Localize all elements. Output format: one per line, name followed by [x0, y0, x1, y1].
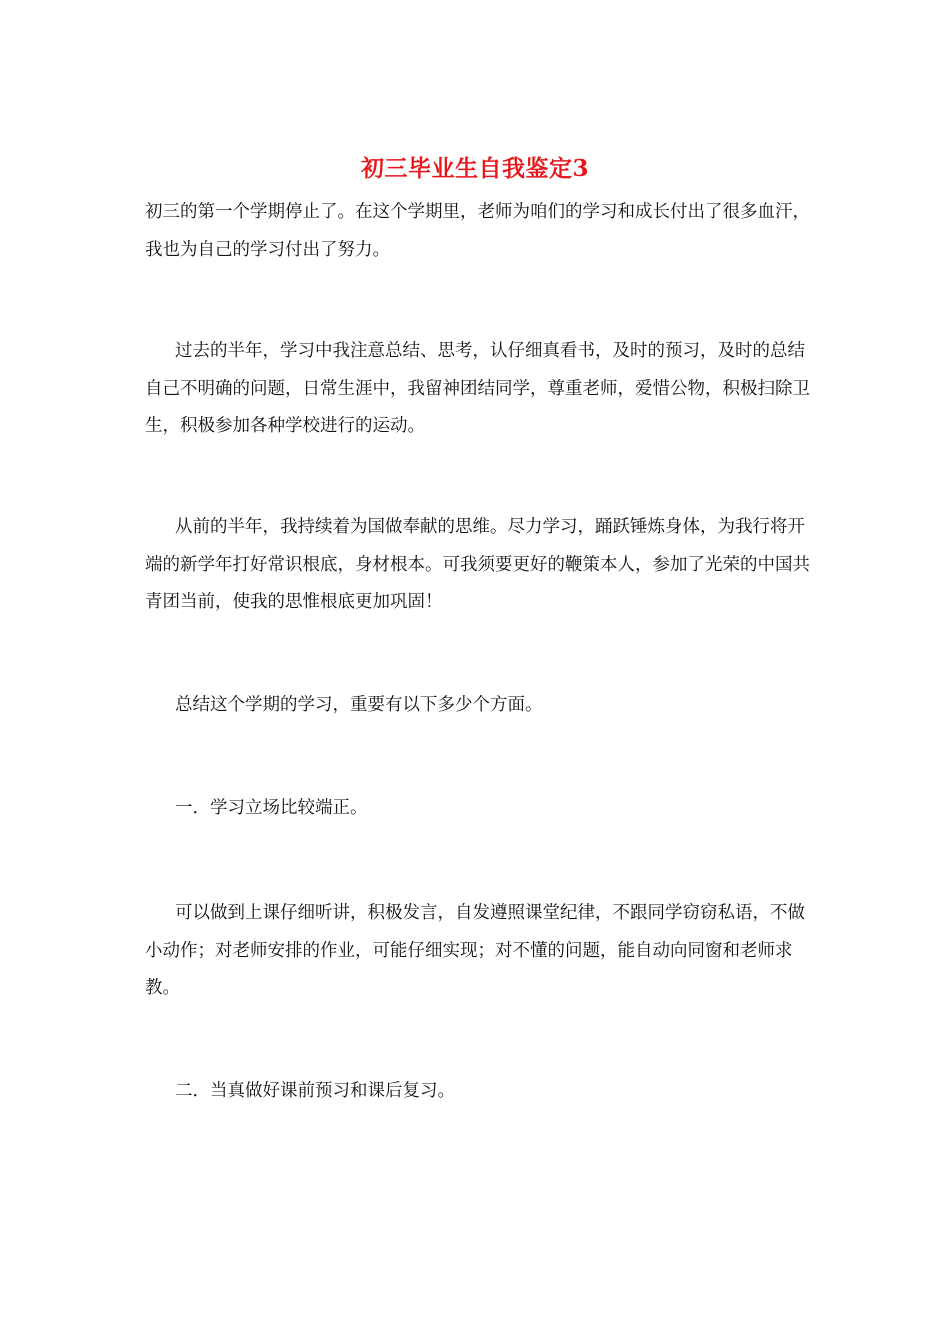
document-title: 初三毕业生自我鉴定3 — [360, 155, 589, 182]
paragraph-past-half-year: 过去的半年，学习中我注意总结、思考，认仔细真看书，及时的预习，及时的总结自己不明确的问题，日常生涯中，我留神团结同学，尊重老师，爱惜公物，积极扫除卫生，积极参加各种学校进行的运动。 — [145, 341, 810, 436]
paragraph-intro: 初三的第一个学期停止了。在这个学期里，老师为咱们的学习和成长付出了很多血汗，我也为自己的学习付出了努力。 — [145, 202, 810, 260]
section-heading-two: 二．当真做好课前预习和课后复习。 — [175, 1081, 455, 1101]
paragraph-class-behavior: 可以做到上课仔细听讲，积极发言，自发遵照课堂纪律，不跟同学窃窃私语，不做小动作；对老师安排的作业，可能仔细实现；对不懂的问题，能自动向同窗和老师求教。 — [145, 903, 805, 998]
section-heading-one: 一．学习立场比较端正。 — [175, 798, 368, 818]
paragraph-summary-intro: 总结这个学期的学习，重要有以下多少个方面。 — [175, 695, 543, 715]
paragraph-previous-half-year: 从前的半年，我持续着为国做奉献的思维。尽力学习，踊跃锤炼身体，为我行将开端的新学年打好常识根底，身材根本。可我须要更好的鞭策本人，参加了光荣的中国共青团当前，使我的思惟根底更加巩固！ — [145, 517, 810, 612]
